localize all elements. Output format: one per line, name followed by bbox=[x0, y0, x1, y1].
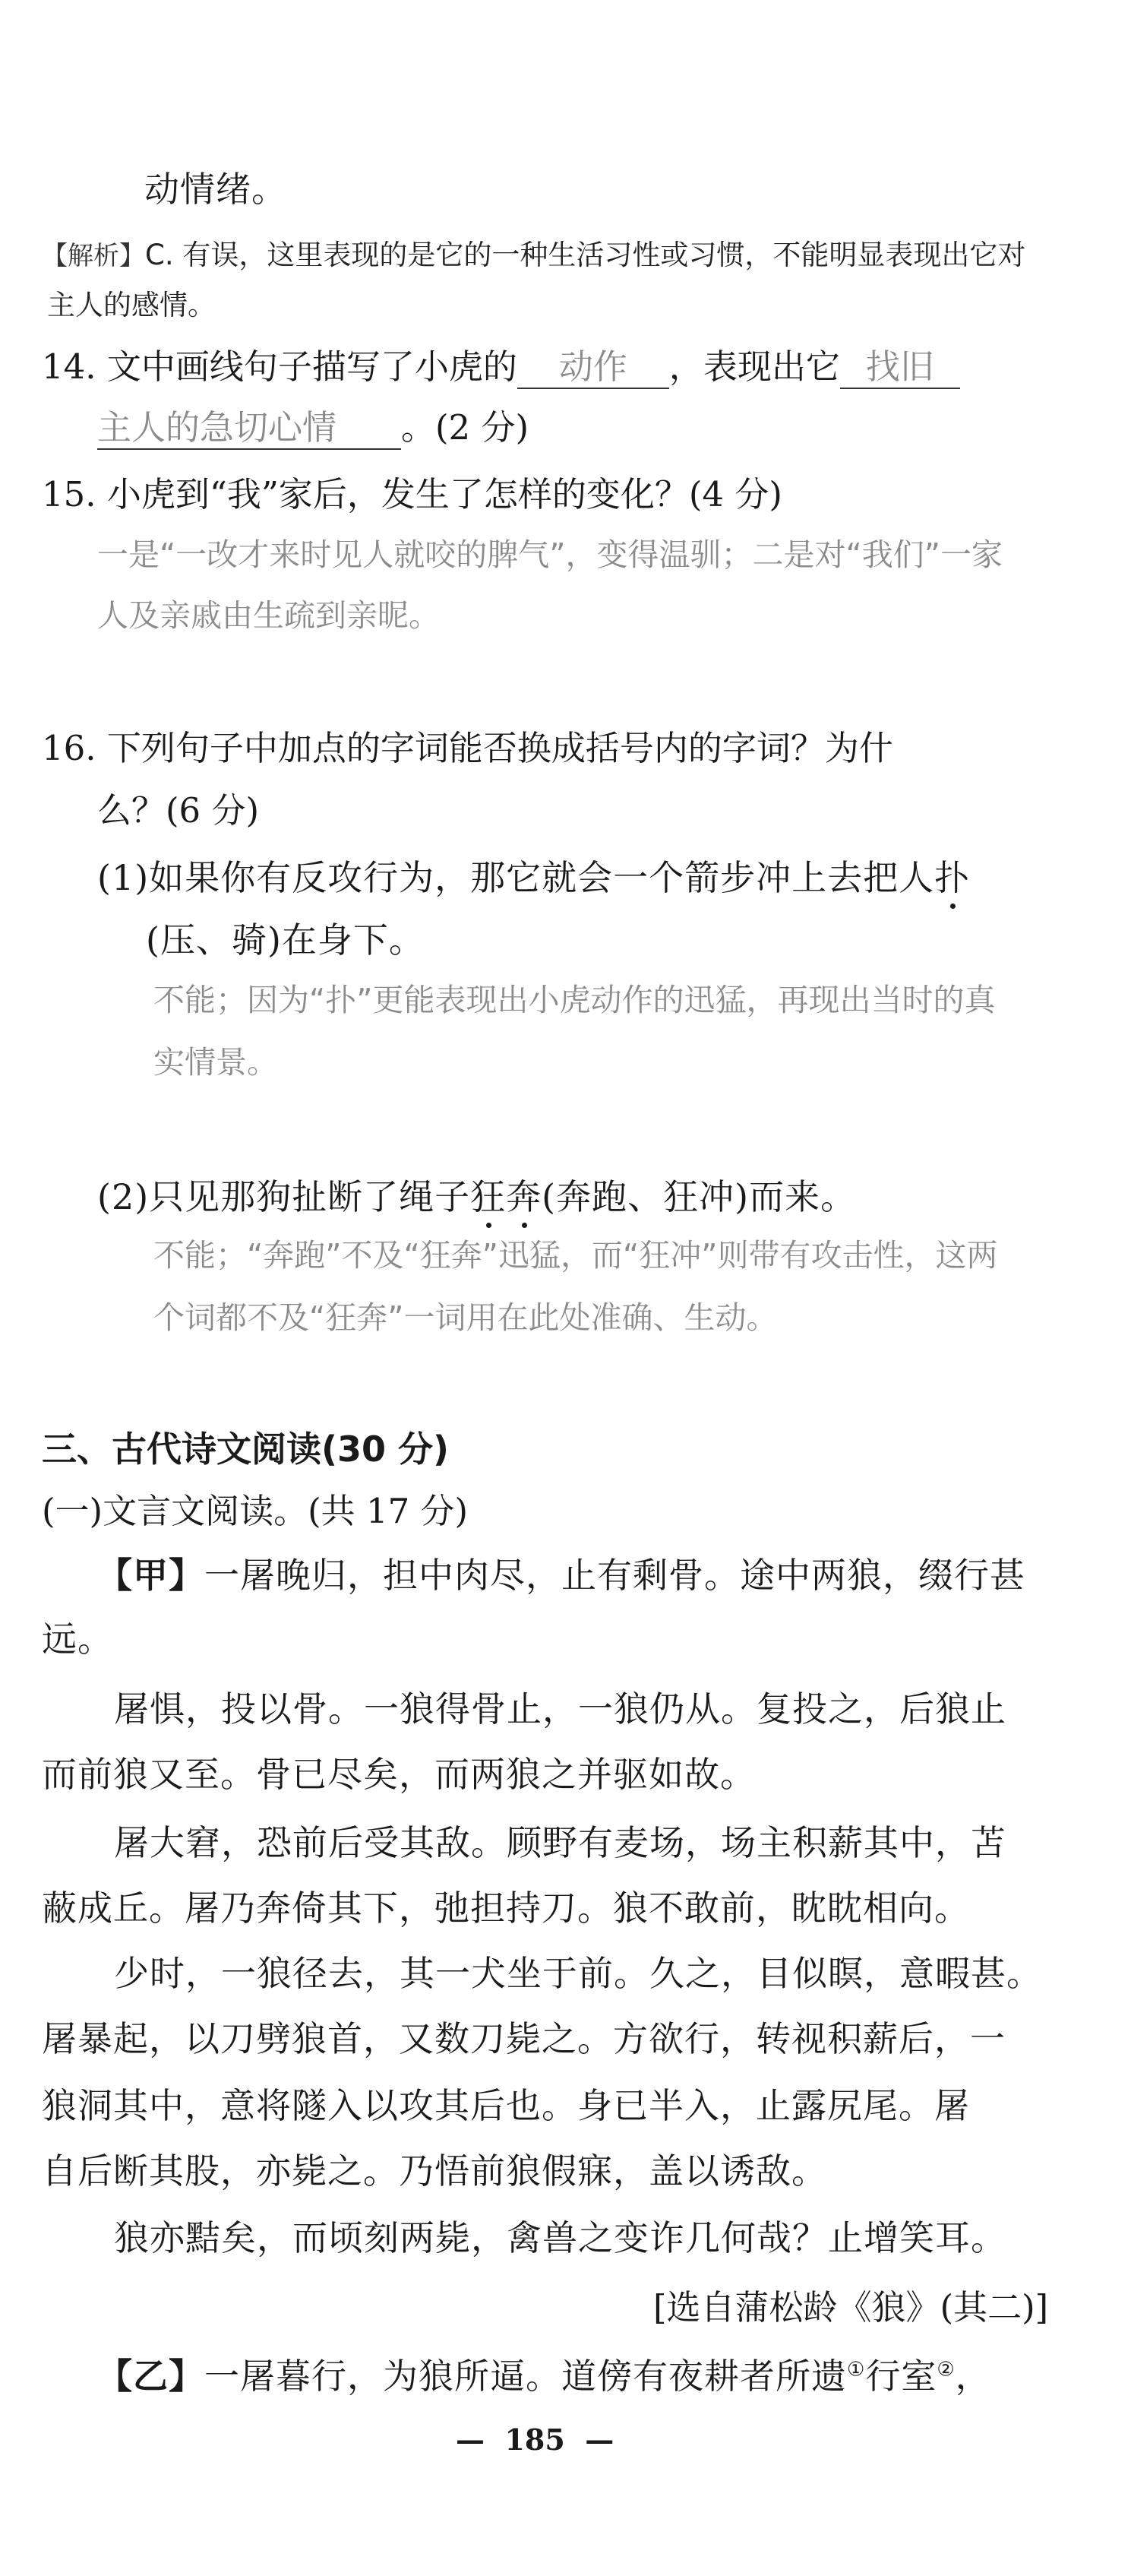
section-3-subtitle: (一)文言文阅读。(共 17 分) bbox=[42, 1491, 469, 1531]
jia-p4-line-2: 屠暴起，以刀劈狼首，又数刀毙之。方欲行，转视积薪后，一 bbox=[42, 2018, 1006, 2059]
analysis-tag: 【解析】 bbox=[42, 241, 145, 271]
footnote-2: ② bbox=[937, 2358, 956, 2381]
prev-line: 动情绪。 bbox=[144, 169, 287, 210]
dotted-char-pu: 扑 bbox=[934, 857, 971, 898]
q15-answer-2: 人及亲戚由生疏到亲昵。 bbox=[97, 597, 440, 634]
q16-question-2: 么？(6 分) bbox=[97, 790, 260, 831]
footnote-1: ① bbox=[847, 2358, 866, 2381]
q16-sentence-1-line-2: (压、骑)在身下。 bbox=[146, 919, 425, 960]
yi-mark: 【乙】 bbox=[97, 2356, 204, 2397]
jia-source: [选自蒲松龄《狼》(其二)] bbox=[653, 2287, 1049, 2328]
q15-answer-1: 一是“一改才来时见人就咬的脾气”，变得温驯；二是对“我们”一家 bbox=[97, 536, 1003, 573]
q16-sentence-2: (2)只见那狗扯断了绳子狂奔(奔跑、狂冲)而来。 bbox=[97, 1176, 857, 1217]
jia-mark: 【甲】 bbox=[97, 1555, 204, 1596]
dotted-char-kuang: 狂 bbox=[470, 1176, 507, 1217]
q14-blank-2b: 主人的急切心情 bbox=[97, 407, 401, 450]
jia-p3-line-2: 蔽成丘。屠乃奔倚其下，弛担持刀。狼不敢前，眈眈相向。 bbox=[42, 1888, 970, 1929]
page-number: — 185 — bbox=[456, 2423, 614, 2457]
q14-line-1: 14. 文中画线句子描写了小虎的 动作 ，表现出它 找旧 bbox=[42, 347, 960, 389]
q16-answer-2-line-2: 个词都不及“狂奔”一词用在此处准确、生动。 bbox=[153, 1299, 778, 1336]
q15-question: 15. 小虎到“我”家后，发生了怎样的变化？(4 分) bbox=[42, 474, 782, 514]
jia-p1-line-1: 【甲】一屠晚归，担中肉尽，止有剩骨。途中两狼，缀行甚 bbox=[97, 1555, 1025, 1596]
dotted-char-ben: 奔 bbox=[506, 1176, 542, 1217]
q14-line-2: 主人的急切心情 。(2 分) bbox=[97, 407, 529, 450]
jia-p2-line-1: 屠惧，投以骨。一狼得骨止，一狼仍从。复投之，后狼止 bbox=[114, 1688, 1006, 1729]
jia-p4-line-1: 少时，一狼径去，其一犬坐于前。久之，目似瞑，意暇甚。 bbox=[114, 1953, 1042, 1994]
q16-answer-1-line-1: 不能；因为“扑”更能表现出小虎动作的迅猛，再现出当时的真 bbox=[153, 982, 996, 1018]
jia-p2-line-2: 而前狼又至。骨已尽矣，而两狼之并驱如故。 bbox=[42, 1754, 756, 1795]
q14-blank-2a: 找旧 bbox=[840, 347, 960, 389]
jia-p1-line-2: 远。 bbox=[42, 1619, 113, 1660]
q16-sentence-1: (1)如果你有反攻行为，那它就会一个箭步冲上去把人扑 bbox=[97, 857, 971, 898]
yi-line-1: 【乙】一屠暮行，为狼所逼。道傍有夜耕者所遗①行室②， bbox=[97, 2356, 991, 2397]
jia-p3-line-1: 屠大窘，恐前后受其敌。顾野有麦场，场主积薪其中，苫 bbox=[114, 1822, 1006, 1863]
analysis-line-2: 主人的感情。 bbox=[47, 289, 216, 321]
analysis-line-1: 【解析】C. 有误，这里表现的是它的一种生活习性或习惯，不能明显表现出它对 bbox=[42, 239, 1026, 271]
jia-p4-line-4: 自后断其股，亦毙之。乃悟前狼假寐，盖以诱敌。 bbox=[42, 2150, 827, 2191]
q14-blank-1: 动作 bbox=[517, 347, 669, 389]
q16-question-1: 16. 下列句子中加点的字词能否换成括号内的字词？为什 bbox=[42, 728, 893, 768]
section-3-title: 三、古代诗文阅读(30 分) bbox=[42, 1429, 450, 1470]
jia-p5: 狼亦黠矣，而顷刻两毙，禽兽之变诈几何哉？止增笑耳。 bbox=[114, 2217, 1006, 2258]
q16-answer-1-line-2: 实情景。 bbox=[153, 1044, 278, 1081]
q16-answer-2-line-1: 不能；“奔跑”不及“狂奔”迅猛，而“狂冲”则带有攻击性，这两 bbox=[153, 1237, 998, 1274]
jia-p4-line-3: 狼洞其中，意将隧入以攻其后也。身已半入，止露尻尾。屠 bbox=[42, 2085, 970, 2126]
